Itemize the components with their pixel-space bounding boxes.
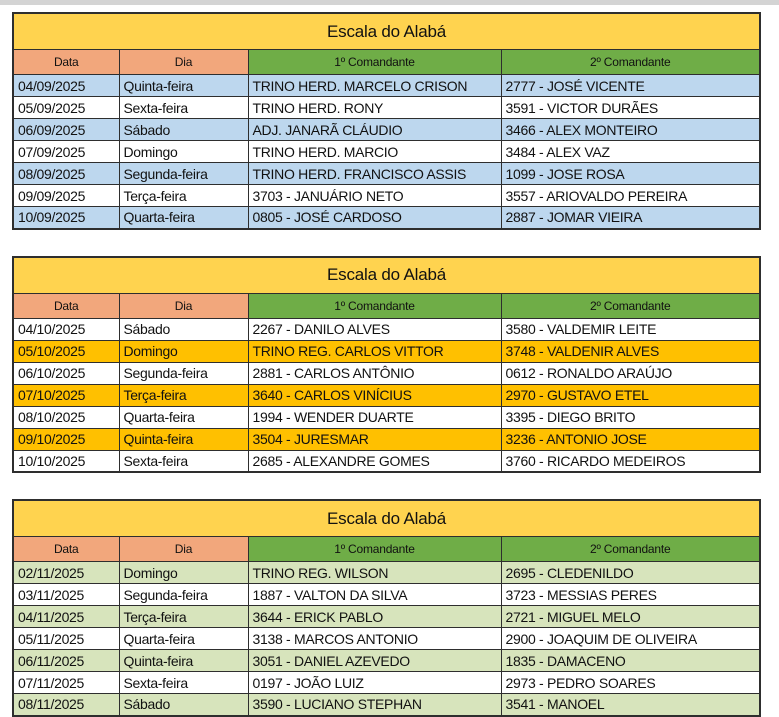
column-header-dia: Dia [119,537,248,562]
table-row [13,650,760,672]
cell-commander1: 3640 - CARLOS VINÍCIUS [248,384,501,406]
cell-commander1: 2267 - DANILO ALVES [248,318,501,340]
window-top-edge [0,0,779,5]
table-row [13,340,760,362]
title-row [13,13,760,50]
cell-commander2: 2887 - JOMAR VIEIRA [501,207,760,229]
table-row [13,119,760,141]
cell-date: 02/11/2025 [13,562,119,584]
cell-day: Sexta-feira [119,97,248,119]
cell-day: Terça-feira [119,384,248,406]
table-row [13,207,760,229]
cell-commander1: 3051 - DANIEL AZEVEDO [248,650,501,672]
cell-commander2: 3557 - ARIOVALDO PEREIRA [501,185,760,207]
cell-commander1: TRINO HERD. MARCIO [248,141,501,163]
column-header-row [13,293,760,318]
column-header-dia: Dia [119,293,248,318]
cell-day: Domingo [119,562,248,584]
cell-commander2: 3236 - ANTONIO JOSE [501,428,760,450]
table-row [13,450,760,472]
cell-date: 09/10/2025 [13,428,119,450]
cell-commander2: 2970 - GUSTAVO ETEL [501,384,760,406]
escala-table-november [12,499,761,717]
cell-day: Sábado [119,119,248,141]
column-header-row [13,537,760,562]
cell-commander1: 3590 - LUCIANO STEPHAN [248,694,501,716]
cell-commander2: 3591 - VICTOR DURÃES [501,97,760,119]
cell-commander2: 1835 - DAMACENO [501,650,760,672]
cell-date: 04/09/2025 [13,75,119,97]
cell-date: 08/09/2025 [13,163,119,185]
cell-date: 10/10/2025 [13,450,119,472]
cell-date: 08/10/2025 [13,406,119,428]
cell-date: 05/11/2025 [13,628,119,650]
column-header-comandante-1: 1º Comandante [248,50,501,75]
table-row [13,75,760,97]
table-row [13,694,760,716]
escala-table-september [12,12,761,230]
column-header-dia: Dia [119,50,248,75]
cell-commander1: 3644 - ERICK PABLO [248,606,501,628]
cell-day: Domingo [119,340,248,362]
cell-day: Terça-feira [119,185,248,207]
cell-commander2: 2777 - JOSÉ VICENTE [501,75,760,97]
cell-commander1: 0805 - JOSÉ CARDOSO [248,207,501,229]
cell-commander2: 3580 - VALDEMIR LEITE [501,318,760,340]
column-header-comandante-2: 2º Comandante [501,50,760,75]
cell-commander1: 1887 - VALTON DA SILVA [248,584,501,606]
cell-commander1: 1994 - WENDER DUARTE [248,406,501,428]
cell-day: Domingo [119,141,248,163]
column-header-row [13,50,760,75]
cell-date: 06/11/2025 [13,650,119,672]
cell-commander2: 2721 - MIGUEL MELO [501,606,760,628]
cell-commander2: 1099 - JOSE ROSA [501,163,760,185]
cell-day: Quarta-feira [119,406,248,428]
cell-date: 03/11/2025 [13,584,119,606]
cell-commander2: 3760 - RICARDO MEDEIROS [501,450,760,472]
cell-day: Terça-feira [119,606,248,628]
cell-commander2: 3748 - VALDENIR ALVES [501,340,760,362]
column-header-comandante-2: 2º Comandante [501,293,760,318]
column-header-data: Data [13,50,119,75]
cell-commander2: 2900 - JOAQUIM DE OLIVEIRA [501,628,760,650]
cell-date: 09/09/2025 [13,185,119,207]
cell-day: Segunda-feira [119,584,248,606]
cell-day: Quinta-feira [119,650,248,672]
table-row [13,163,760,185]
table-row [13,406,760,428]
table-row [13,672,760,694]
table-row [13,606,760,628]
cell-commander1: TRINO REG. CARLOS VITTOR [248,340,501,362]
cell-day: Segunda-feira [119,362,248,384]
column-header-data: Data [13,293,119,318]
cell-commander2: 0612 - RONALDO ARAÚJO [501,362,760,384]
table-row [13,141,760,163]
cell-commander1: TRINO HERD. MARCELO CRISON [248,75,501,97]
cell-day: Segunda-feira [119,163,248,185]
table-row [13,428,760,450]
cell-date: 08/11/2025 [13,694,119,716]
cell-date: 06/10/2025 [13,362,119,384]
cell-commander2: 3723 - MESSIAS PERES [501,584,760,606]
cell-commander1: 3703 - JANUÁRIO NETO [248,185,501,207]
cell-date: 04/11/2025 [13,606,119,628]
table-row [13,318,760,340]
cell-commander1: 3138 - MARCOS ANTONIO [248,628,501,650]
cell-date: 06/09/2025 [13,119,119,141]
cell-commander2: 3395 - DIEGO BRITO [501,406,760,428]
cell-day: Quinta-feira [119,75,248,97]
cell-date: 04/10/2025 [13,318,119,340]
cell-commander1: 2881 - CARLOS ANTÔNIO [248,362,501,384]
title-row [13,257,760,294]
cell-commander1: TRINO REG. WILSON [248,562,501,584]
column-header-comandante-2: 2º Comandante [501,537,760,562]
cell-commander2: 3466 - ALEX MONTEIRO [501,119,760,141]
cell-day: Quinta-feira [119,428,248,450]
table-row [13,584,760,606]
table-row [13,628,760,650]
cell-day: Quarta-feira [119,628,248,650]
cell-commander1: 3504 - JURESMAR [248,428,501,450]
table-title: Escala do Alabá [13,500,760,537]
cell-commander2: 2695 - CLEDENILDO [501,562,760,584]
table-title: Escala do Alabá [13,13,760,50]
cell-commander1: ADJ. JANARÃ CLÁUDIO [248,119,501,141]
cell-commander1: TRINO HERD. RONY [248,97,501,119]
cell-date: 05/09/2025 [13,97,119,119]
cell-date: 07/11/2025 [13,672,119,694]
cell-commander2: 2973 - PEDRO SOARES [501,672,760,694]
escala-table-october [12,256,761,474]
cell-commander1: 0197 - JOÃO LUIZ [248,672,501,694]
cell-commander2: 3541 - MANOEL [501,694,760,716]
cell-day: Quarta-feira [119,207,248,229]
cell-date: 07/10/2025 [13,384,119,406]
table-row [13,97,760,119]
table-row [13,384,760,406]
column-header-comandante-1: 1º Comandante [248,293,501,318]
column-header-comandante-1: 1º Comandante [248,537,501,562]
cell-day: Sábado [119,318,248,340]
column-header-data: Data [13,537,119,562]
cell-day: Sexta-feira [119,450,248,472]
title-row [13,500,760,537]
cell-date: 10/09/2025 [13,207,119,229]
cell-day: Sexta-feira [119,672,248,694]
table-title: Escala do Alabá [13,257,760,294]
cell-date: 05/10/2025 [13,340,119,362]
schedule-sheet [0,12,779,717]
table-row [13,562,760,584]
table-row [13,362,760,384]
cell-commander1: 2685 - ALEXANDRE GOMES [248,450,501,472]
cell-commander2: 3484 - ALEX VAZ [501,141,760,163]
cell-commander1: TRINO HERD. FRANCISCO ASSIS [248,163,501,185]
cell-date: 07/09/2025 [13,141,119,163]
cell-day: Sábado [119,694,248,716]
table-row [13,185,760,207]
